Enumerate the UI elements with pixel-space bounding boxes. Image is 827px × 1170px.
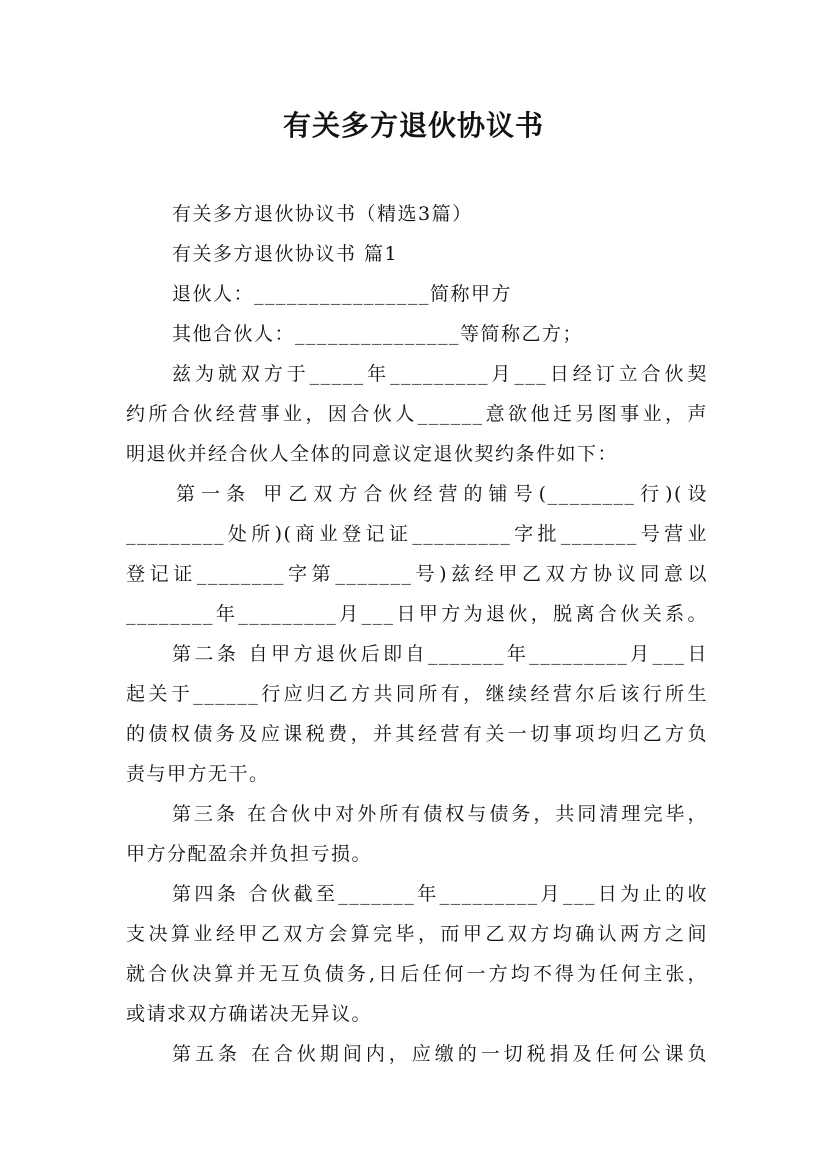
paragraph-line: 登记证________字第_______号)兹经甲乙双方协议同意以	[126, 563, 708, 585]
paragraph-line: 就合伙决算并无互负债务,日后任何一方均不得为任何主张，	[126, 963, 708, 985]
paragraph-line: 第三条 在合伙中对外所有债权与债务，共同清理完毕，	[172, 803, 708, 825]
paragraph-line: 其他合伙人：_______________等简称乙方；	[172, 323, 584, 345]
paragraph-line: 约所合伙经营事业，因合伙人______意欲他迁另图事业，声	[126, 403, 708, 425]
paragraph-line: 的债权债务及应课税费，并其经营有关一切事项均归乙方负	[126, 723, 708, 745]
paragraph-line: _________处所)(商业登记证_________字批_______号营业	[126, 523, 708, 545]
paragraph-line: 责与甲方无干。	[126, 763, 270, 785]
paragraph-line: 或请求双方确诺决无异议。	[126, 1003, 373, 1025]
document-body	[126, 194, 708, 1074]
paragraph-line: 有关多方退伙协议书 篇1	[172, 243, 399, 265]
document-title: 有关多方退伙协议书	[282, 109, 544, 142]
paragraph-line: 有关多方退伙协议书（精选3篇）	[172, 203, 473, 225]
paragraph-line: 第四条 合伙截至_______年_________月___日为止的收	[172, 883, 708, 905]
paragraph-line: 第二条 自甲方退伙后即自_______年_________月___日	[172, 643, 708, 665]
paragraph-line: 起关于______行应归乙方共同所有，继续经营尔后该行所生	[126, 683, 708, 705]
paragraph-line: ________年_________月___日甲方为退伙，脱离合伙关系。	[126, 603, 708, 625]
paragraph-line: 第五条 在合伙期间内，应缴的一切税捐及任何公课负	[172, 1043, 708, 1065]
paragraph-line: 支决算业经甲乙双方会算完毕，而甲乙双方均确认两方之间	[126, 923, 708, 945]
paragraph-line: 第一条 甲乙双方合伙经营的铺号(________行)(设	[176, 483, 708, 505]
paragraph-line: 明退伙并经合伙人全体的同意议定退伙契约条件如下：	[126, 443, 619, 465]
paragraph-line: 退伙人：________________简称甲方	[172, 283, 513, 305]
paragraph-line: 兹为就双方于_____年_________月___日经订立合伙契	[172, 363, 708, 385]
paragraph-line: 甲方分配盈余并负担亏损。	[126, 843, 373, 865]
